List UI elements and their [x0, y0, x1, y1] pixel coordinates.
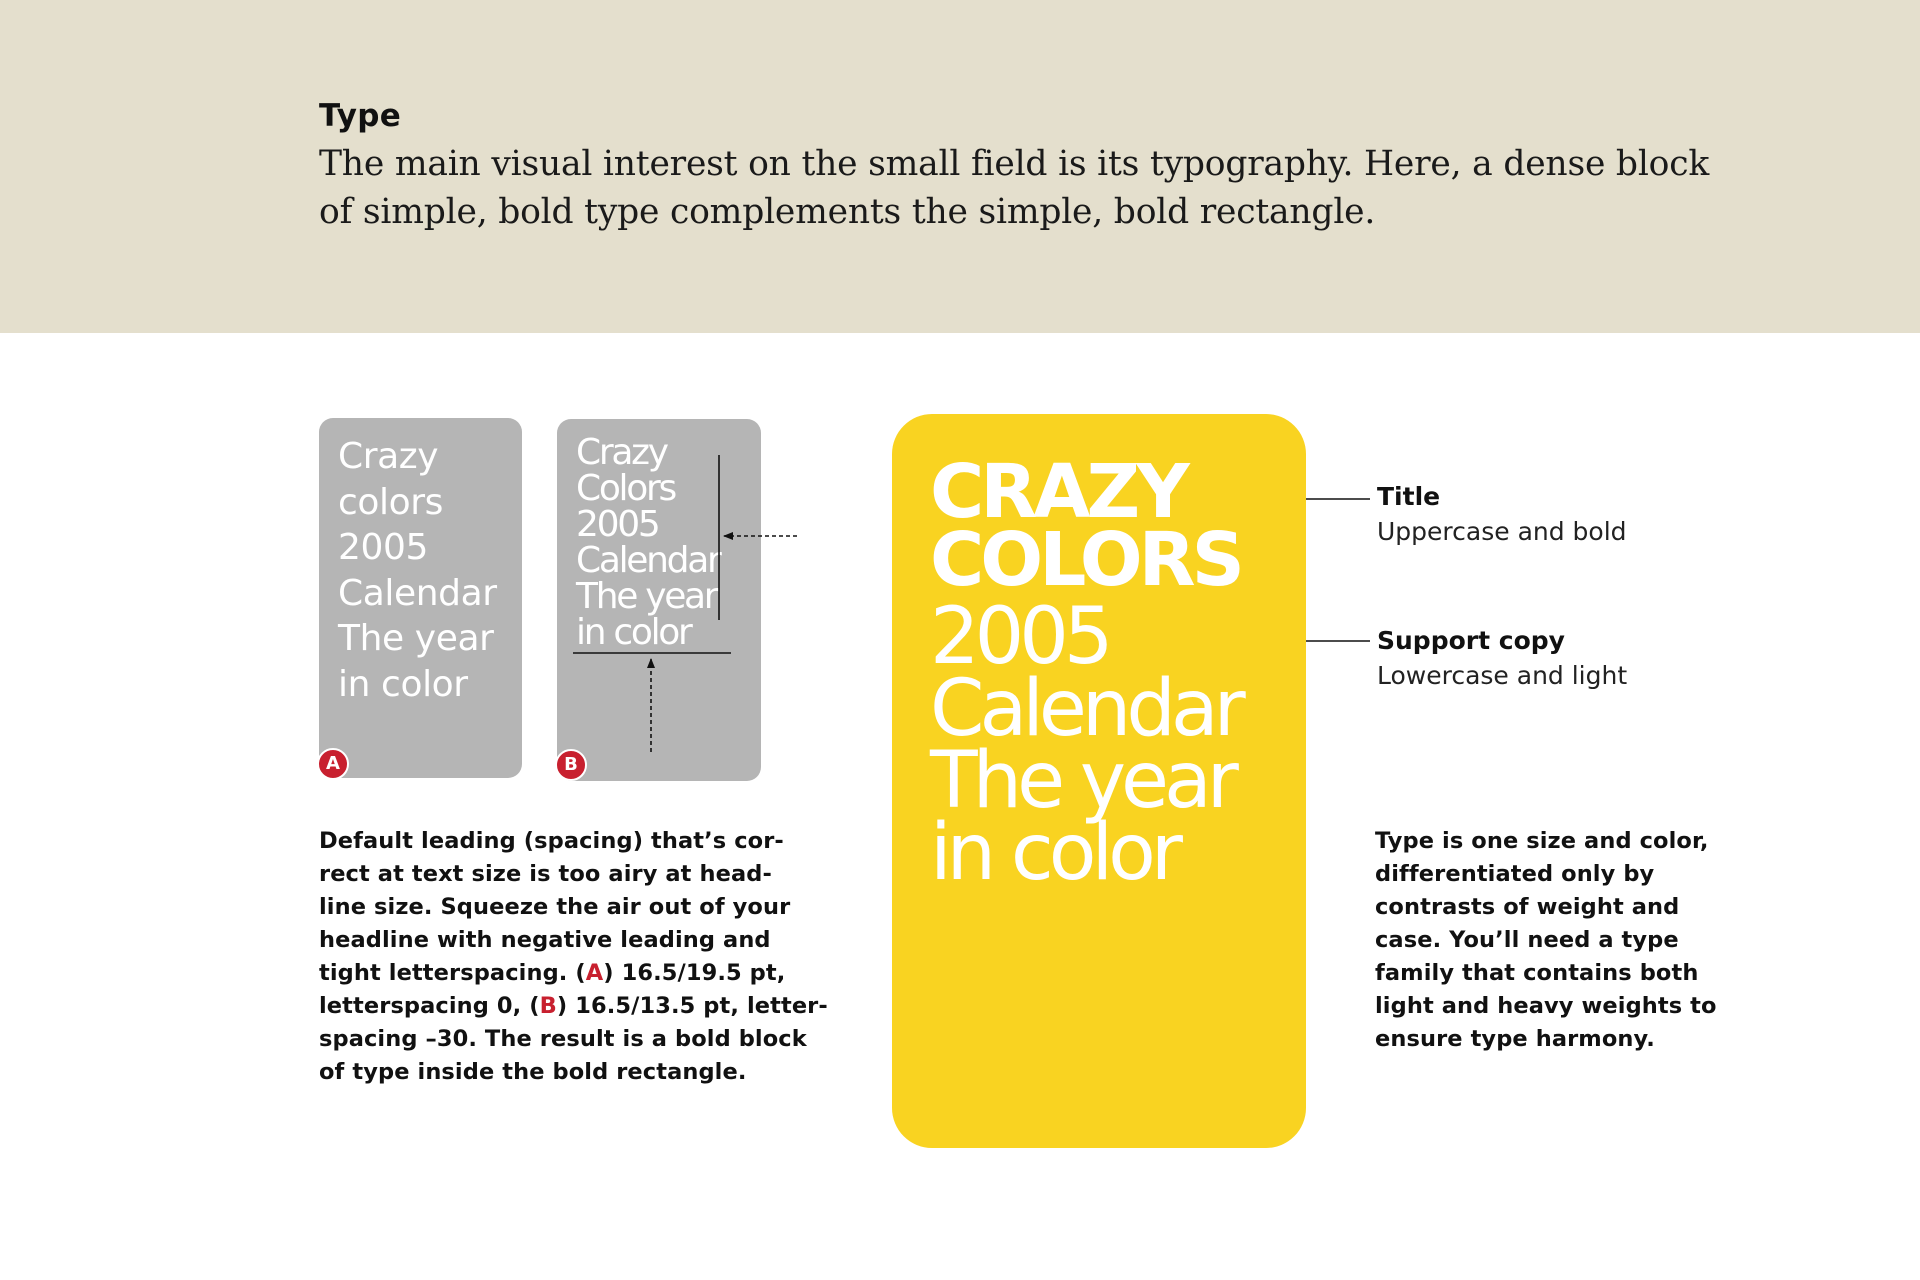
- sample-a-line: The year: [338, 618, 494, 659]
- sample-b-line: Colors: [576, 468, 675, 509]
- sample-a-line: Calendar: [338, 572, 497, 614]
- sample-b-line: The year: [576, 576, 717, 617]
- badge-b: B: [555, 749, 587, 781]
- caption-text: ) 16.5/19.5 pt,: [603, 960, 786, 986]
- sample-a-line: Crazy: [338, 436, 439, 477]
- sample-a-text: [338, 434, 497, 707]
- sample-a-line: in color: [338, 663, 468, 705]
- calendar-card: [892, 414, 1306, 1148]
- caption-line: [319, 957, 828, 990]
- caption-ref-a: A: [585, 960, 604, 986]
- sample-b-line: Crazy: [576, 432, 667, 473]
- caption-text: ) 16.5/13.5 pt, letter-: [556, 993, 828, 1019]
- caption-line: differentiated only by: [1375, 861, 1655, 887]
- calendar-support-line: Calendar: [930, 664, 1241, 754]
- caption-line: Default leading (spacing) that’s cor-: [319, 828, 784, 854]
- calendar-support-line: The year: [930, 736, 1234, 826]
- sample-b-line: 2005: [576, 504, 659, 545]
- callout-title-heading: Title: [1377, 482, 1441, 511]
- sample-card-a: [319, 418, 522, 778]
- callout-support-heading: Support copy: [1377, 626, 1565, 655]
- caption-line: light and heavy weights to: [1375, 993, 1717, 1019]
- caption-line: headline with negative leading and: [319, 927, 771, 953]
- intro-line: of simple, bold type complements the simple, bold rectangle.: [319, 192, 1376, 232]
- callout-title-sub: Uppercase and bold: [1377, 517, 1627, 546]
- caption-text: tight letterspacing. (: [319, 960, 586, 986]
- calendar-title-line: CRAZY: [930, 449, 1186, 535]
- caption-line: line size. Squeeze the air out of your: [319, 894, 791, 920]
- calendar-title-line: COLORS: [930, 517, 1241, 603]
- intro-line: The main visual interest on the small field is its typography. Here, a dense block: [319, 144, 1710, 184]
- caption-ref-b: B: [539, 993, 557, 1019]
- sample-card-b: [557, 419, 761, 781]
- callout-support-sub: Lowercase and light: [1377, 661, 1628, 690]
- calendar-support-copy: [930, 592, 1241, 898]
- caption-leading: [319, 825, 828, 1089]
- callout-support: [1377, 624, 1627, 694]
- calendar-title: [930, 449, 1241, 603]
- caption-line: of type inside the bold rectangle.: [319, 1059, 747, 1085]
- sample-b-text: [576, 432, 720, 653]
- callout-title: [1377, 480, 1627, 550]
- caption-type-harmony: [1375, 825, 1717, 1056]
- sample-a-line: 2005: [338, 527, 429, 568]
- section-title: Type: [319, 98, 402, 134]
- sample-b-line: in color: [576, 612, 691, 653]
- caption-line: contrasts of weight and: [1375, 894, 1680, 920]
- caption-line: family that contains both: [1375, 960, 1699, 986]
- caption-text: letterspacing 0, (: [319, 993, 540, 1019]
- calendar-support-line: in color: [930, 808, 1178, 898]
- calendar-support-line: 2005: [930, 592, 1109, 682]
- badge-a: A: [317, 748, 349, 780]
- caption-line: Type is one size and color,: [1375, 828, 1709, 854]
- sample-a-line: colors: [338, 481, 444, 523]
- caption-line: rect at text size is too airy at head-: [319, 861, 772, 887]
- caption-line: [319, 990, 828, 1023]
- caption-line: case. You’ll need a type: [1375, 927, 1679, 953]
- sample-b-line: Calendar: [576, 540, 720, 581]
- intro-paragraph: [319, 140, 1710, 236]
- caption-line: ensure type harmony.: [1375, 1026, 1655, 1052]
- caption-line: spacing –30. The result is a bold block: [319, 1026, 807, 1052]
